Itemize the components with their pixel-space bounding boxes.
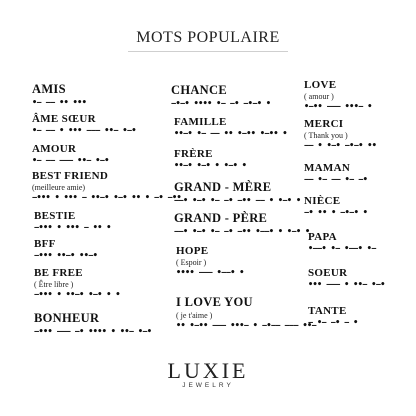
page-title: MOTS POPULAIRE — [136, 29, 280, 46]
morse-code: −− • •−• −•−• •• — [304, 141, 377, 151]
word: LOVE — [304, 79, 337, 91]
entry-grand-mere — [174, 180, 301, 206]
morse-code: −••• • ••• − •• • — [34, 223, 111, 233]
morse-code: − •− −• − • — [308, 318, 358, 328]
morse-code: •−−• •− •−−• •− — [308, 244, 376, 254]
word: BONHEUR — [34, 311, 100, 325]
entry-hope — [176, 245, 244, 278]
entry-famille — [174, 116, 287, 139]
entry-niece — [304, 195, 367, 218]
word: HOPE — [176, 245, 209, 257]
word: BESTIE — [34, 210, 76, 222]
entry-merci — [304, 118, 376, 151]
brand-logo — [0, 358, 416, 389]
entry-papa — [308, 231, 376, 254]
morse-code: •− −− −−− ••− •−• — [32, 156, 109, 166]
entry-i-love-you — [176, 295, 316, 331]
morse-code: •− −− •• ••• — [32, 98, 87, 108]
morse-code: −••• ••−• ••−• — [34, 251, 98, 261]
entry-chance — [171, 83, 270, 109]
entry-amis — [32, 82, 86, 108]
word: PAPA — [308, 231, 337, 243]
word: NIÈCE — [304, 195, 341, 207]
word: I LOVE YOU — [176, 295, 253, 309]
entry-maman — [304, 162, 367, 185]
entry-love — [304, 79, 372, 112]
title-divider — [128, 51, 288, 52]
entry-bff — [34, 238, 97, 261]
translation: ( je t'aime ) — [176, 311, 213, 320]
morse-code: −− •− −− •− −• — [304, 175, 368, 185]
morse-code: −• •• • −•−• • — [304, 208, 368, 218]
entry-bestie — [34, 210, 111, 233]
morse-code: •−•• −−− •••− • — [304, 102, 372, 112]
morse-code: −••• • ••• − ••−• •−• •• • −• −•• — [32, 193, 182, 203]
morse-code: −•−• •••• •− −• −•−• • — [171, 99, 271, 109]
morse-code: −••• −−− −• •••• • ••− •−• — [34, 327, 152, 337]
word: SOEUR — [308, 267, 348, 279]
entry-grand-pere — [174, 211, 310, 237]
word: MAMAN — [304, 162, 351, 174]
word: ÂME SŒUR — [32, 113, 96, 125]
morse-code: ••−• •−• • •−• • — [174, 161, 247, 171]
translation: ( amour ) — [304, 92, 334, 101]
entry-bonheur — [34, 311, 151, 337]
word: BEST FRIEND — [32, 170, 109, 182]
entry-best-friend — [32, 170, 181, 203]
entry-frere — [174, 148, 246, 171]
entry-ame-soeur — [32, 113, 136, 136]
morse-code: •− −− • ••• −−− ••− •−• — [32, 126, 136, 136]
word: GRAND - PÈRE — [174, 211, 268, 225]
translation: ( Espoir ) — [176, 258, 207, 267]
word: GRAND - MÈRE — [174, 180, 272, 194]
word: AMIS — [32, 82, 66, 96]
morse-code: •• •−•• −−− •••− • −•−− −−− ••− — [176, 321, 317, 331]
translation: ( Être libre ) — [34, 280, 74, 289]
word: FAMILLE — [174, 116, 227, 128]
morse-code: ••−• •− −− •• •−•• •−•• • — [174, 129, 287, 139]
brand-tagline: JEWELRY — [182, 382, 234, 389]
word: BE FREE — [34, 267, 83, 279]
entry-be-free — [34, 267, 120, 300]
entry-soeur — [308, 267, 385, 290]
brand-name: LUXIE — [167, 358, 249, 383]
word: CHANCE — [171, 83, 227, 97]
word: FRÈRE — [174, 148, 213, 160]
word: TANTE — [308, 305, 347, 317]
word: BFF — [34, 238, 56, 250]
morse-code: −−• •−• •− −• −•• −− • •−• • — [174, 196, 301, 206]
translation: (meilleure amie) — [32, 183, 86, 192]
morse-code: ••• −−− • ••− •−• — [308, 280, 385, 290]
word: AMOUR — [32, 143, 77, 155]
translation: ( Thank you ) — [304, 131, 348, 140]
entry-amour — [32, 143, 109, 166]
morse-code: •••• −−− •−−• • — [176, 268, 244, 278]
morse-code: −−• •−• •− −• −•• •−−• • •−• • — [174, 227, 310, 237]
entry-tante — [308, 305, 358, 328]
word: MERCI — [304, 118, 344, 130]
morse-code: −••• • ••−• •−• • • — [34, 290, 120, 300]
